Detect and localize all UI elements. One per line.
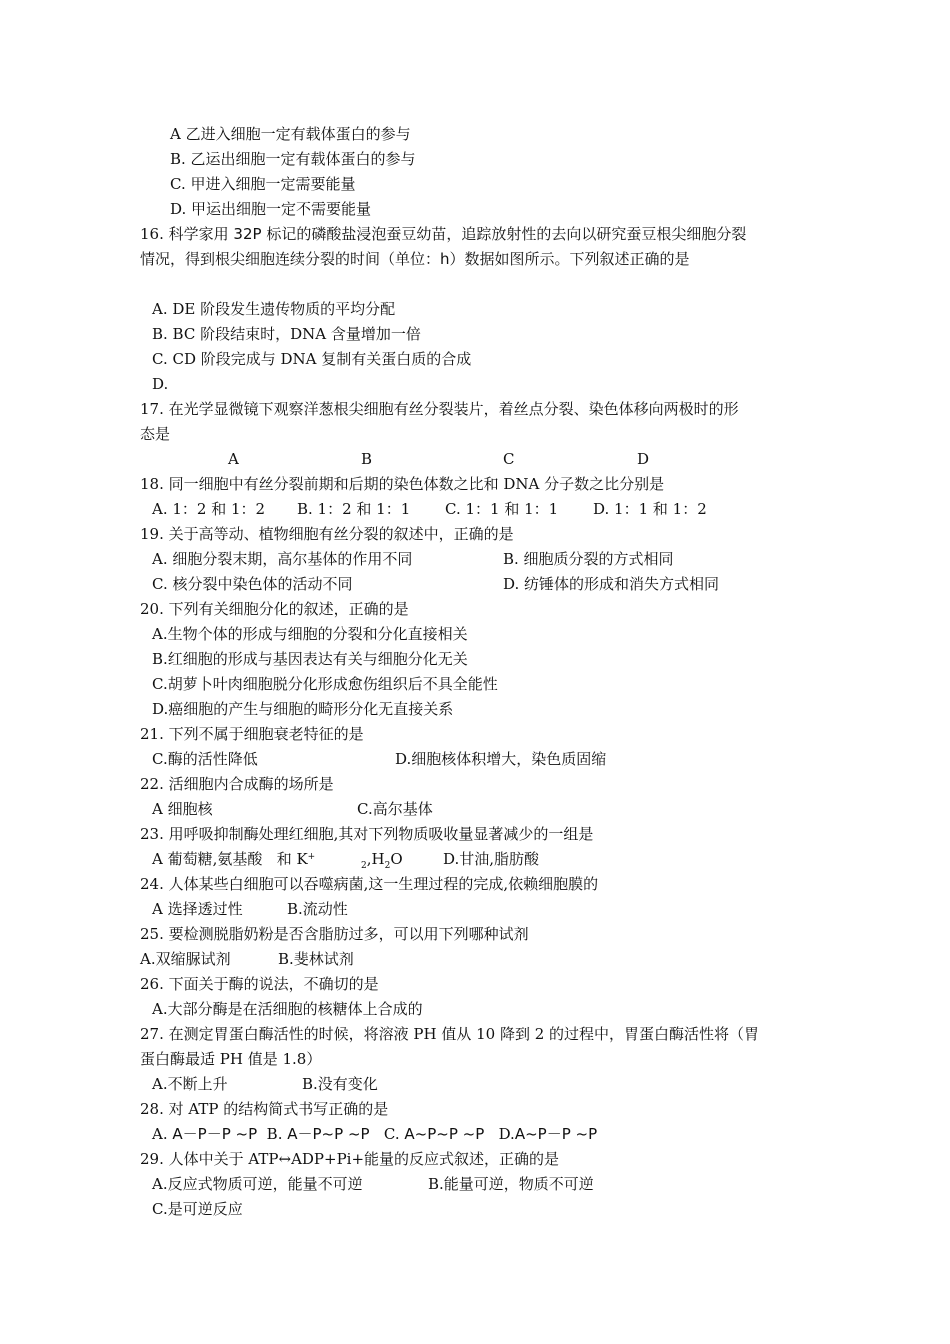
q16-option-d: D. — [152, 375, 169, 393]
q23-b-text: ,H — [366, 850, 385, 868]
q19-option-b: B. 细胞质分裂的方式相同 — [503, 550, 674, 568]
q19-option-c: C. 核分裂中染色体的活动不同 — [152, 575, 353, 593]
q18-stem: 18. 同一细胞中有丝分裂前期和后期的染色体数之比和 DNA 分子数之比分别是 — [140, 475, 665, 493]
q16-option-b: B. BC 阶段结束时，DNA 含量增加一倍 — [152, 325, 421, 343]
q15-option-a: A 乙进入细胞一定有载体蛋白的参与 — [170, 125, 411, 143]
q27-stem-line2: 蛋白酶最适 PH 值是 1.8） — [140, 1050, 322, 1068]
q28-option-c-label: C. — [383, 1125, 400, 1143]
q23-k-text: 和 K — [276, 850, 308, 868]
q28-option-a-label: A. — [152, 1125, 168, 1143]
q15-option-b: B. 乙运出细胞一定有载体蛋白的参与 — [170, 150, 416, 168]
q20-option-d: D.癌细胞的产生与细胞的畸形分化无直接关系 — [152, 700, 454, 718]
q20-option-a: A.生物个体的形成与细胞的分裂和分化直接相关 — [152, 625, 468, 643]
q25-option-a: A.双缩脲试剂 — [140, 950, 231, 968]
q27-option-b: B.没有变化 — [302, 1075, 378, 1093]
q23-b-end: O — [390, 850, 403, 868]
q21-stem: 21. 下列不属于细胞衰老特征的是 — [140, 725, 364, 743]
q16-stem-text-3: 情况，得到根尖细胞连续分裂的时间（单位： — [140, 250, 441, 268]
q16-stem-text: 16. 科学家用 — [140, 225, 234, 243]
q26-option-a: A.大部分酶是在活细胞的核糖体上合成的 — [152, 1000, 423, 1018]
q16-option-c: C. CD 阶段完成与 DNA 复制有关蛋白质的合成 — [152, 350, 472, 368]
q23-option-a — [152, 849, 315, 872]
q29-option-c: C.是可逆反应 — [152, 1200, 243, 1218]
q21-option-c: C.酶的活性降低 — [152, 750, 258, 768]
q24-option-a: A 选择透过性 — [152, 900, 243, 918]
q16-stem-text-4: ）数据如图所示。下列叙述正确的是 — [449, 250, 690, 268]
q28-option-a: A－P－P ~P — [172, 1125, 258, 1143]
q24-option-b: B.流动性 — [287, 900, 348, 918]
q17-label-b: B — [361, 450, 373, 468]
q29-stem: 29. 人体中关于 ATP↔ADP+Pi+能量的反应式叙述，正确的是 — [140, 1150, 560, 1168]
q17-stem-line1: 17. 在光学显微镜下观察洋葱根尖细胞有丝分裂装片，着丝点分裂、染色体移向两极时的形 — [140, 400, 739, 418]
q16-stem-line2 — [140, 249, 690, 269]
q15-option-c: C. 甲进入细胞一定需要能量 — [170, 175, 356, 193]
q25-option-b: B.斐林试剂 — [278, 950, 354, 968]
q27-option-a: A.不断上升 — [152, 1075, 228, 1093]
q23-b-sub: 2 — [361, 861, 367, 871]
q28-options — [152, 1124, 597, 1144]
q28-option-c: A~P~P ~P — [404, 1125, 485, 1143]
q28-option-d: A~P－P ~P — [514, 1125, 598, 1143]
q16-unit: h — [440, 250, 450, 268]
q23-stem: 23. 用呼吸抑制酶处理红细胞,其对下列物质吸收量显著减少的一组是 — [140, 825, 594, 843]
q29-option-b: B.能量可逆，物质不可逆 — [428, 1175, 594, 1193]
q22-stem: 22. 活细胞内合成酶的场所是 — [140, 775, 334, 793]
q23-option-a-text: A 葡萄糖,氨基酸 — [152, 850, 263, 868]
q21-option-d: D.细胞核体积增大，染色质固缩 — [395, 750, 607, 768]
q20-option-c: C.胡萝卜叶肉细胞脱分化形成愈伤组织后不具全能性 — [152, 675, 498, 693]
q23-option-d: D.甘油,脂肪酸 — [443, 850, 540, 868]
q16-option-a: A. DE 阶段发生遗传物质的平均分配 — [152, 300, 396, 318]
q28-option-b: A－P~P ~P — [287, 1125, 370, 1143]
q23-option-b — [361, 849, 403, 872]
q28-stem: 28. 对 ATP 的结构简式书写正确的是 — [140, 1100, 389, 1118]
q17-label-d: D — [637, 450, 650, 468]
q28-option-b-label: B. — [266, 1125, 283, 1143]
q29-option-a: A.反应式物质可逆，能量不可逆 — [152, 1175, 363, 1193]
q23-b-sub2: 2 — [384, 861, 391, 871]
q19-stem: 19. 关于高等动、植物细胞有丝分裂的叙述中，正确的是 — [140, 525, 514, 543]
q22-option-c: C.高尔基体 — [357, 800, 433, 818]
q27-stem-line1: 27. 在测定胃蛋白酶活性的时候，将溶液 PH 值从 10 降到 2 的过程中，胃蛋白酶活性将（胃 — [140, 1025, 760, 1043]
q17-label-a: A — [228, 450, 239, 468]
q22-option-a: A 细胞核 — [152, 800, 213, 818]
q17-label-c: C — [503, 450, 515, 468]
q18-option-a: A. 1：2 和 1：2 — [152, 500, 266, 518]
q18-option-d: D. 1：1 和 1：2 — [593, 500, 707, 518]
q23-k-sup: + — [307, 852, 316, 862]
q16-isotope: 32P — [233, 225, 262, 243]
q19-option-a: A. 细胞分裂末期，高尔基体的作用不同 — [152, 550, 413, 568]
q18-option-b: B. 1：2 和 1：1 — [297, 500, 411, 518]
q15-option-d: D. 甲运出细胞一定不需要能量 — [170, 200, 372, 218]
q17-stem-line2: 态是 — [140, 425, 171, 443]
q25-stem: 25. 要检测脱脂奶粉是否含脂肪过多，可以用下列哪种试剂 — [140, 925, 529, 943]
q18-option-c: C. 1：1 和 1：1 — [445, 500, 559, 518]
q20-option-b: B.红细胞的形成与基因表达有关与细胞分化无关 — [152, 650, 468, 668]
q16-stem-line1 — [140, 224, 746, 244]
q24-stem: 24. 人体某些白细胞可以吞噬病菌,这一生理过程的完成,依赖细胞膜的 — [140, 875, 599, 893]
q16-stem-text-2: 标记的磷酸盐浸泡蚕豆幼苗，追踪放射性的去向以研究蚕豆根尖细胞分裂 — [261, 225, 747, 243]
q26-stem: 26. 下面关于酶的说法，不确切的是 — [140, 975, 379, 993]
q19-option-d: D. 纺锤体的形成和消失方式相同 — [503, 575, 720, 593]
q28-option-d-label: D. — [498, 1125, 515, 1143]
q20-stem: 20. 下列有关细胞分化的叙述，正确的是 — [140, 600, 409, 618]
